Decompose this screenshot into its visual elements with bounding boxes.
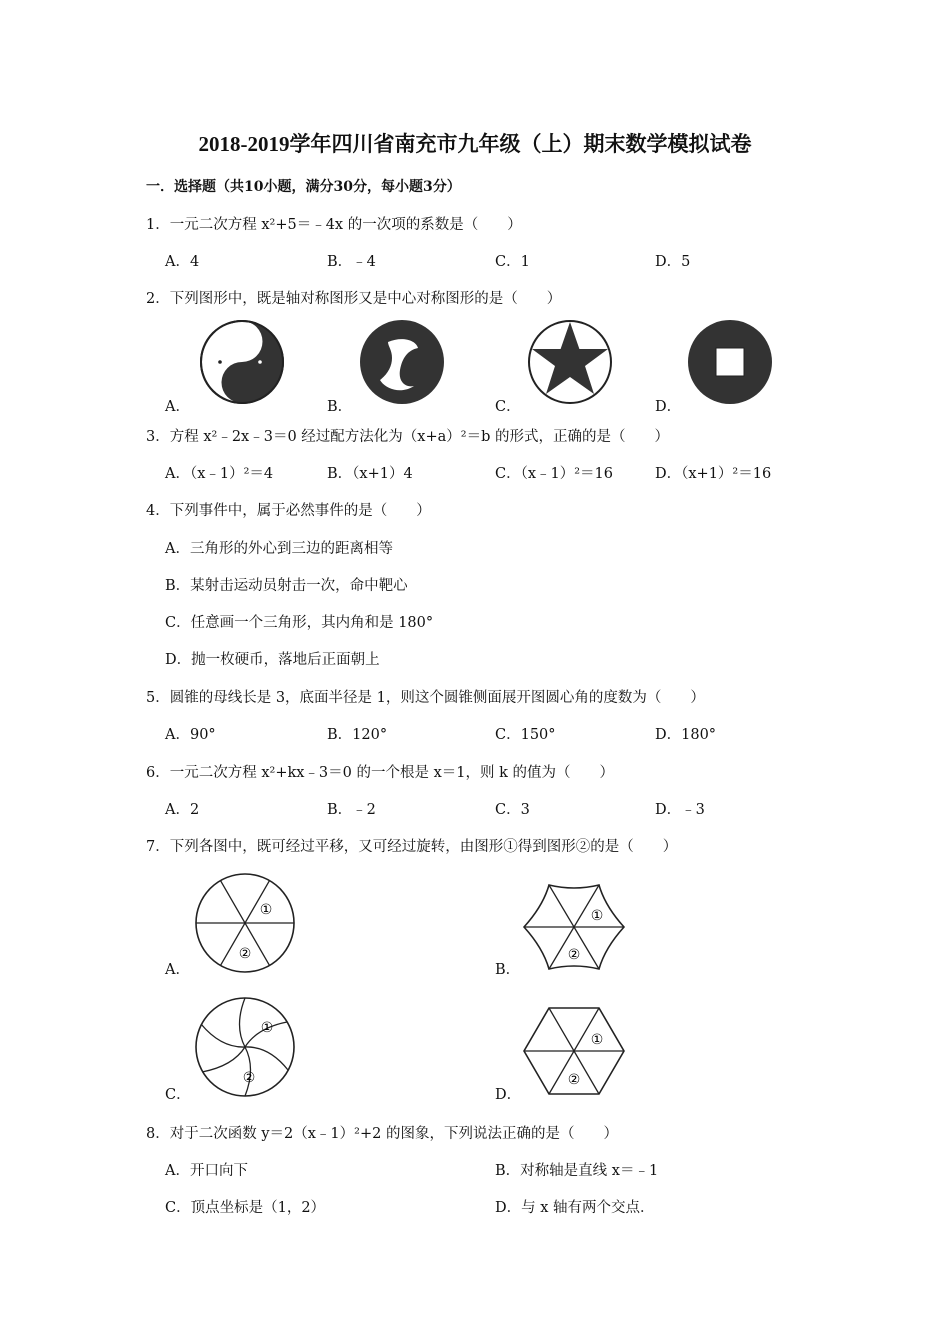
q1-option-c: C．1: [495, 254, 530, 270]
star-circle-figure: [526, 318, 614, 406]
q5-option-a: A．90°: [165, 727, 216, 743]
q3-option-a: A．（x﹣1）²＝4: [165, 466, 274, 482]
q7-option-d: D．: [495, 1087, 522, 1103]
q8-option-a: A．开口向下: [165, 1163, 248, 1179]
hexagon-figure: [522, 1006, 626, 1096]
question-7-stem: 7．下列各图中，既可经过平移，又可经过旋转，由图形①得到图形②的是（ ）: [146, 839, 678, 855]
figure-label-one: ①: [590, 908, 604, 924]
question-8-stem: 8．对于二次函数 y＝2（x﹣1）²+2 的图象，下列说法正确的是（ ）: [146, 1126, 618, 1142]
q2-option-c: C．: [495, 399, 521, 415]
q1-option-b: B．﹣4: [327, 254, 376, 270]
q7-option-a: A．: [165, 962, 190, 978]
q2-option-b: B．: [327, 399, 353, 415]
q3-option-b: B．（x+1）4: [327, 466, 413, 482]
figure-label-two: ②: [242, 1070, 256, 1086]
q7-option-b: B．: [495, 962, 521, 978]
question-4-stem: 4．下列事件中，属于必然事件的是（ ）: [146, 503, 431, 519]
question-2-stem: 2．下列图形中，既是轴对称图形又是中心对称图形的是（ ）: [146, 291, 562, 307]
q8-option-b: B．对称轴是直线 x＝﹣1: [495, 1163, 659, 1179]
yin-yang-figure: [198, 318, 286, 406]
question-3-stem: 3．方程 x²﹣2x﹣3＝0 经过配方法化为（x+a）²＝b 的形式，正确的是（ ）: [146, 429, 669, 445]
figure-label-two: ②: [567, 1072, 581, 1088]
q4-option-c: C．任意画一个三角形，其内角和是 180°: [165, 615, 434, 631]
q4-option-a: A．三角形的外心到三边的距离相等: [165, 541, 393, 557]
section-heading: 一．选择题（共10小题，满分30分，每小题3分）: [146, 179, 461, 195]
q6-option-d: D．﹣3: [655, 802, 705, 818]
figure-label-two: ②: [238, 946, 252, 962]
q5-option-c: C．150°: [495, 727, 556, 743]
q2-option-d: D．: [655, 399, 682, 415]
question-5-stem: 5．圆锥的母线长是 3，底面半径是 1，则这个圆锥侧面展开图圆心角的度数为（ ）: [146, 690, 705, 706]
q6-option-a: A．2: [165, 802, 200, 818]
q5-option-b: B．120°: [327, 727, 388, 743]
q3-option-d: D．（x+1）²＝16: [655, 466, 772, 482]
curved-hexagon-figure: [522, 882, 626, 972]
q6-option-c: C．3: [495, 802, 530, 818]
figure-label-one: ①: [259, 902, 273, 918]
q8-option-c: C．顶点坐标是（1，2）: [165, 1200, 326, 1216]
question-1-stem: 1．一元二次方程 x²+5＝﹣4x 的一次项的系数是（ ）: [146, 217, 522, 233]
q4-option-d: D．抛一枚硬币，落地后正面朝上: [165, 652, 380, 668]
q6-option-b: B．﹣2: [327, 802, 376, 818]
q4-option-b: B．某射击运动员射击一次，命中靶心: [165, 578, 408, 594]
q5-option-d: D．180°: [655, 727, 717, 743]
figure-label-one: ①: [590, 1032, 604, 1048]
q8-option-d: D．与 x 轴有两个交点．: [495, 1200, 655, 1216]
page-title: 2018-2019学年四川省南充市九年级（上）期末数学模拟试卷: [198, 132, 752, 156]
swirl-circle-figure: [358, 318, 446, 406]
circle-sectors-figure: [194, 872, 296, 974]
figure-label-two: ②: [567, 947, 581, 963]
q1-option-a: A．4: [165, 254, 200, 270]
coin-square-figure: [686, 318, 774, 406]
figure-label-one: ①: [260, 1020, 274, 1036]
curved-circle-figure: [194, 996, 296, 1098]
q1-option-d: D．5: [655, 254, 691, 270]
q2-option-a: A．: [165, 399, 190, 415]
question-6-stem: 6．一元二次方程 x²+kx﹣3＝0 的一个根是 x＝1，则 k 的值为（ ）: [146, 765, 615, 781]
q7-option-c: C．: [165, 1087, 191, 1103]
q3-option-c: C．（x﹣1）²＝16: [495, 466, 614, 482]
